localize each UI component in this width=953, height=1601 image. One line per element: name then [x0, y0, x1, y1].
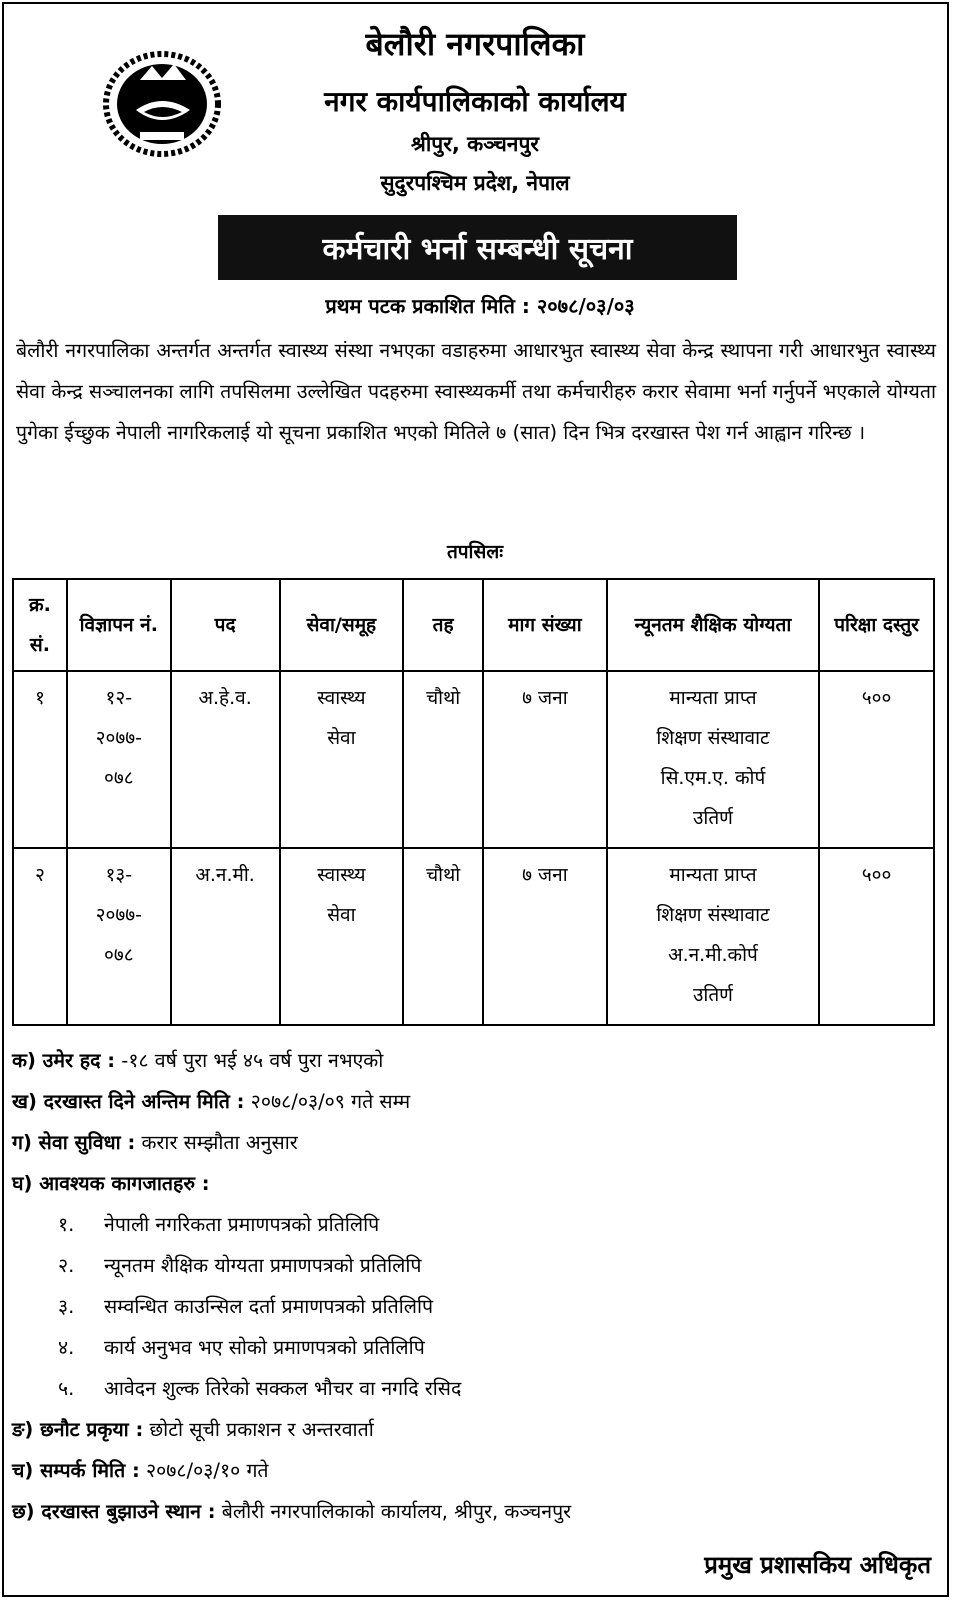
published-date: प्रथम पटक प्रकाशित मिति : २०७८/०३/०३ [325, 294, 635, 318]
col-service-group: सेवा/समूह [280, 579, 404, 671]
signatory-title: प्रमुख प्रशासकिय अधिकृत [704, 1551, 931, 1579]
documents-label: घ) आवश्यक कागजातहरु : [12, 1172, 210, 1195]
document-number: ४. [58, 1336, 75, 1359]
org-name: बेलौरी नगरपालिका [365, 25, 585, 63]
selection-process-row [12, 1409, 937, 1450]
cell-service-group: स्वास्थ्य सेवा [280, 671, 404, 848]
col-demand: माग संख्या [483, 579, 607, 671]
list-item [12, 1286, 937, 1327]
deadline-row [12, 1081, 937, 1122]
document-text: न्यूनतम शैक्षिक योग्यता प्रमाणपत्रको प्रतिलिपि [104, 1254, 422, 1277]
contact-date-value: २०७८/०३/१० गते [139, 1459, 269, 1482]
submission-place-value: बेलौरी नगरपालिकाको कार्यालय, श्रीपुर, कञ्चनपुर [215, 1500, 572, 1523]
cell-exam-fee: ५०० [819, 848, 934, 1025]
cell-qualification: मान्यता प्राप्त शिक्षण संस्थावाट सि.एम.ए. कोर्प उतिर्ण [607, 671, 820, 848]
document-text: कार्य अनुभव भए सोको प्रमाणपत्रको प्रतिलिपि [104, 1336, 425, 1359]
cell-serial: १ [13, 671, 67, 848]
cell-qualification: मान्यता प्राप्त शिक्षण संस्थावाट अ.न.मी.कोर्प उतिर्ण [607, 848, 820, 1025]
details-heading: तपसिलः [446, 541, 504, 563]
list-item [12, 1368, 937, 1409]
intro-paragraph: बेलौरी नगरपालिका अन्तर्गत अन्तर्गत स्वास्थ्य संस्था नभएका वडाहरुमा आधारभुत स्वास्थ्य सेवा केन्द्र स्थापना गरी आधारभुत स्वास्थ्य सेवा केन्द्र सञ्चालनका लागि तपसिलमा उल्लेखित पदहरुमा स्वास्थ्यकर्मी तथा कर्मचारीहरु करार सेवामा भर्ना गर्नुपर्ने भएकाले योग्यता पुगेका ईच्छुक नेपाली नागरिकलाई यो सूचना प्रकाशित भएको मितिले ७ (सात) दिन भित्र दरखास्त पेश गर्न आह्वान गरिन्छ । [16, 339, 936, 444]
document-text: सम्वन्धित काउन्सिल दर्ता प्रमाणपत्रको प्रतिलिपि [104, 1295, 434, 1318]
col-qualification: न्यूनतम शैक्षिक योग्यता [607, 579, 820, 671]
cell-exam-fee: ५०० [819, 671, 934, 848]
document-text: आवेदन शुल्क तिरेको सक्कल भौचर वा नगदि रसिद [104, 1377, 462, 1400]
document-number: ५. [58, 1377, 75, 1400]
nepal-emblem-logo [100, 48, 224, 160]
deadline-label: ख) दरखास्त दिने अन्तिम मिति : [12, 1090, 245, 1113]
table-row [13, 671, 934, 848]
cell-ad-number: १३- २०७७- ०७८ [67, 848, 171, 1025]
selection-process-value: छोटो सूची प्रकाशन र अन्तरवार्ता [143, 1418, 374, 1441]
contact-date-label: च) सम्पर्क मिति : [12, 1459, 140, 1482]
age-limit-row [12, 1040, 937, 1081]
list-item [12, 1245, 937, 1286]
col-exam-fee: परिक्षा दस्तुर [819, 579, 934, 671]
document-number: ३. [58, 1295, 75, 1318]
document-number: १. [58, 1213, 75, 1236]
col-serial: क्र. सं. [13, 579, 67, 671]
age-limit-value: -१८ वर्ष पुरा भई ४५ वर्ष पुरा नभएको [115, 1049, 384, 1072]
cell-demand: ७ जना [483, 671, 607, 848]
col-ad-number: विज्ञापन नं. [67, 579, 171, 671]
deadline-value: २०७८/०३/०९ गते सम्म [244, 1090, 411, 1113]
cell-level: चौथो [403, 848, 483, 1025]
cell-service-group: स्वास्थ्य सेवा [280, 848, 404, 1025]
submission-place-label: छ) दरखास्त बुझाउने स्थान : [12, 1500, 216, 1523]
notice-title-banner: कर्मचारी भर्ना सम्बन्धी सूचना [218, 215, 737, 280]
documents-row [12, 1163, 937, 1204]
office-address: श्रीपुर, कञ्चनपुर [411, 132, 539, 156]
list-item [12, 1327, 937, 1368]
facility-value: करार सम्झौता अनुसार [135, 1131, 298, 1154]
cell-serial: २ [13, 848, 67, 1025]
facility-label: ग) सेवा सुविधा : [12, 1131, 136, 1154]
cell-post: अ.हे.व. [171, 671, 280, 848]
notice-conditions [12, 1040, 937, 1532]
contact-date-row [12, 1450, 937, 1491]
col-post: पद [171, 579, 280, 671]
col-level: तह [403, 579, 483, 671]
list-item [12, 1204, 937, 1245]
cell-ad-number: १२- २०७७- ०७८ [67, 671, 171, 848]
table-row [13, 848, 934, 1025]
cell-demand: ७ जना [483, 848, 607, 1025]
province-country: सुदुरपश्चिम प्रदेश, नेपाल [380, 171, 570, 195]
cell-post: अ.न.मी. [171, 848, 280, 1025]
facility-row [12, 1122, 937, 1163]
document-text: नेपाली नगरिकता प्रमाणपत्रको प्रतिलिपि [104, 1213, 380, 1236]
cell-level: चौथो [403, 671, 483, 848]
age-limit-label: क) उमेर हद : [12, 1049, 116, 1072]
vacancy-table [12, 578, 935, 1026]
selection-process-label: ङ) छनौट प्रकृया : [12, 1418, 144, 1441]
document-number: २. [58, 1254, 75, 1277]
submission-place-row [12, 1491, 937, 1532]
table-header-row [13, 579, 934, 671]
office-name: नगर कार्यपालिकाको कार्यालय [324, 85, 626, 118]
